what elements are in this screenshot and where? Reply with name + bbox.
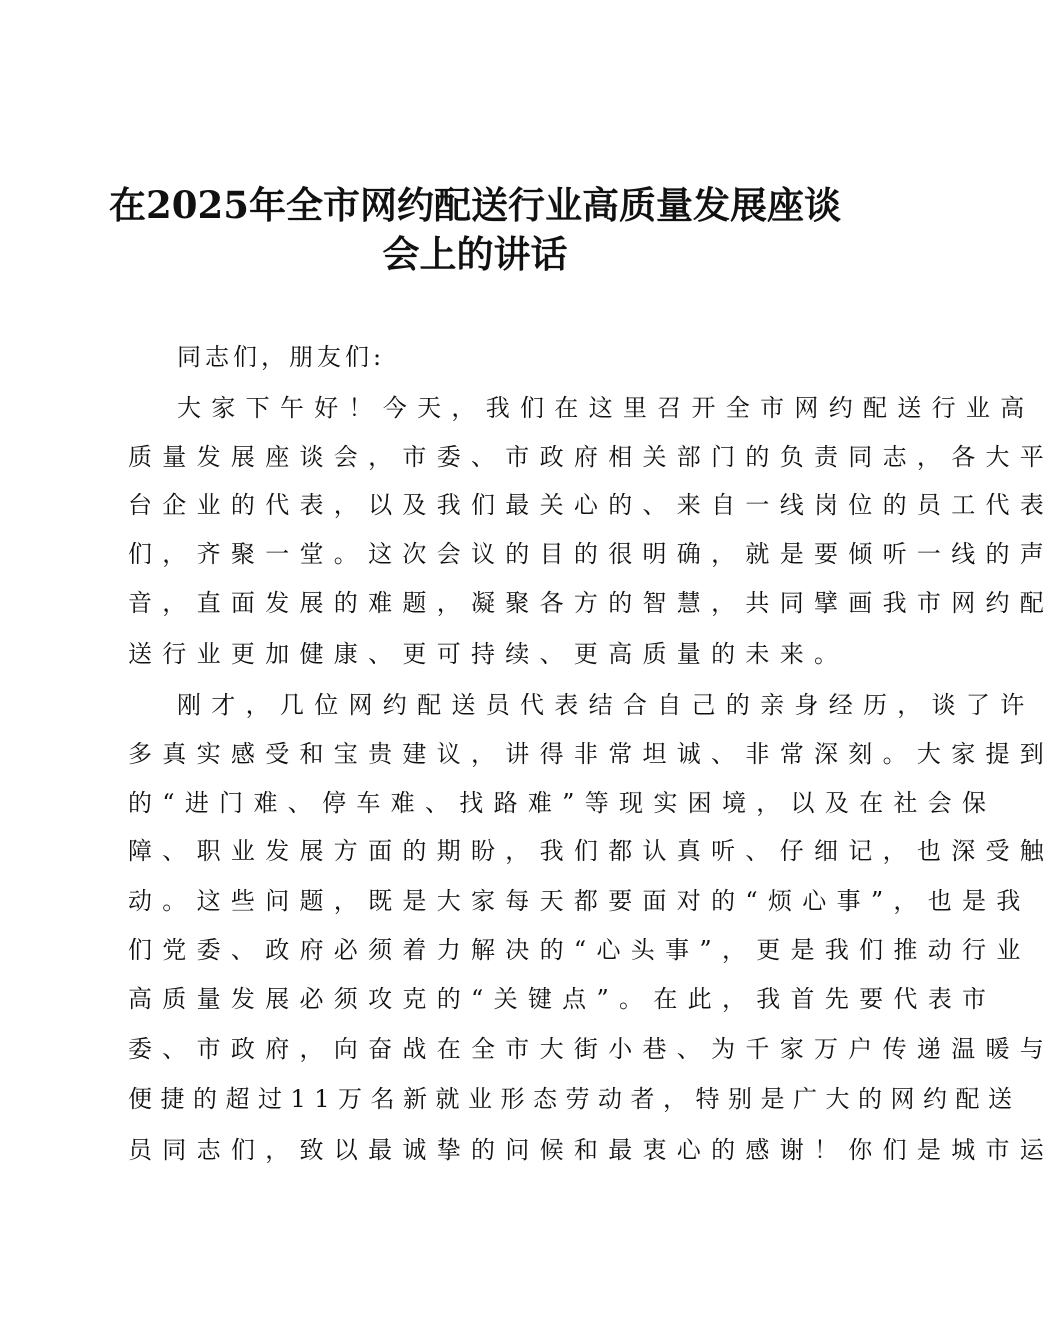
title-line-1: 在2025年全市网约配送行业高质量发展座谈 bbox=[109, 183, 841, 227]
paragraph-2-line: 的“进门难、停车难、找路难”等现实困境，以及在社会保 bbox=[128, 789, 997, 817]
salutation: 同志们，朋友们: bbox=[177, 343, 386, 371]
paragraph-2-line: 多真实感受和宝贵建议，讲得非常坦诚、非常深刻。大家提到 bbox=[128, 740, 1054, 768]
paragraph-2-line: 员同志们，致以最诚挚的问候和最衷心的感谢！你们是城市运 bbox=[128, 1136, 1054, 1164]
paragraph-2-line: 障、职业发展方面的期盼，我们都认真听、仔细记，也深受触 bbox=[128, 837, 1054, 865]
paragraph-2-line: 高质量发展必须攻克的“关键点”。在此，我首先要代表市 bbox=[128, 985, 997, 1013]
paragraph-1-line: 质量发展座谈会，市委、市政府相关部门的负责同志，各大平 bbox=[128, 443, 1054, 471]
paragraph-2-line: 便捷的超过11万名新就业形态劳动者，特别是广大的网约配送 bbox=[128, 1085, 1021, 1113]
paragraph-2-line: 动。这些问题，既是大家每天都要面对的“烦心事”，也是我 bbox=[128, 887, 1031, 915]
paragraph-1-line: 音，直面发展的难题，凝聚各方的智慧，共同擘画我市网约配 bbox=[128, 589, 1054, 617]
paragraph-1-line: 送行业更加健康、更可持续、更高质量的未来。 bbox=[128, 640, 849, 668]
paragraph-2-line: 们党委、政府必须着力解决的“心头事”，更是我们推动行业 bbox=[128, 936, 1031, 964]
paragraph-1-line: 们，齐聚一堂。这次会议的目的很明确，就是要倾听一线的声 bbox=[128, 540, 1054, 568]
paragraph-2-line: 刚才，几位网约配送员代表结合自己的亲身经历，谈了许 bbox=[177, 691, 1035, 719]
paragraph-2-line: 委、市政府，向奋战在全市大街小巷、为千家万户传递温暖与 bbox=[128, 1035, 1054, 1063]
paragraph-1-line: 台企业的代表，以及我们最关心的、来自一线岗位的员工代表 bbox=[128, 491, 1054, 519]
title-line-2: 会上的讲话 bbox=[382, 232, 568, 276]
paragraph-1-line: 大家下午好！今天，我们在这里召开全市网约配送行业高 bbox=[177, 394, 1035, 422]
